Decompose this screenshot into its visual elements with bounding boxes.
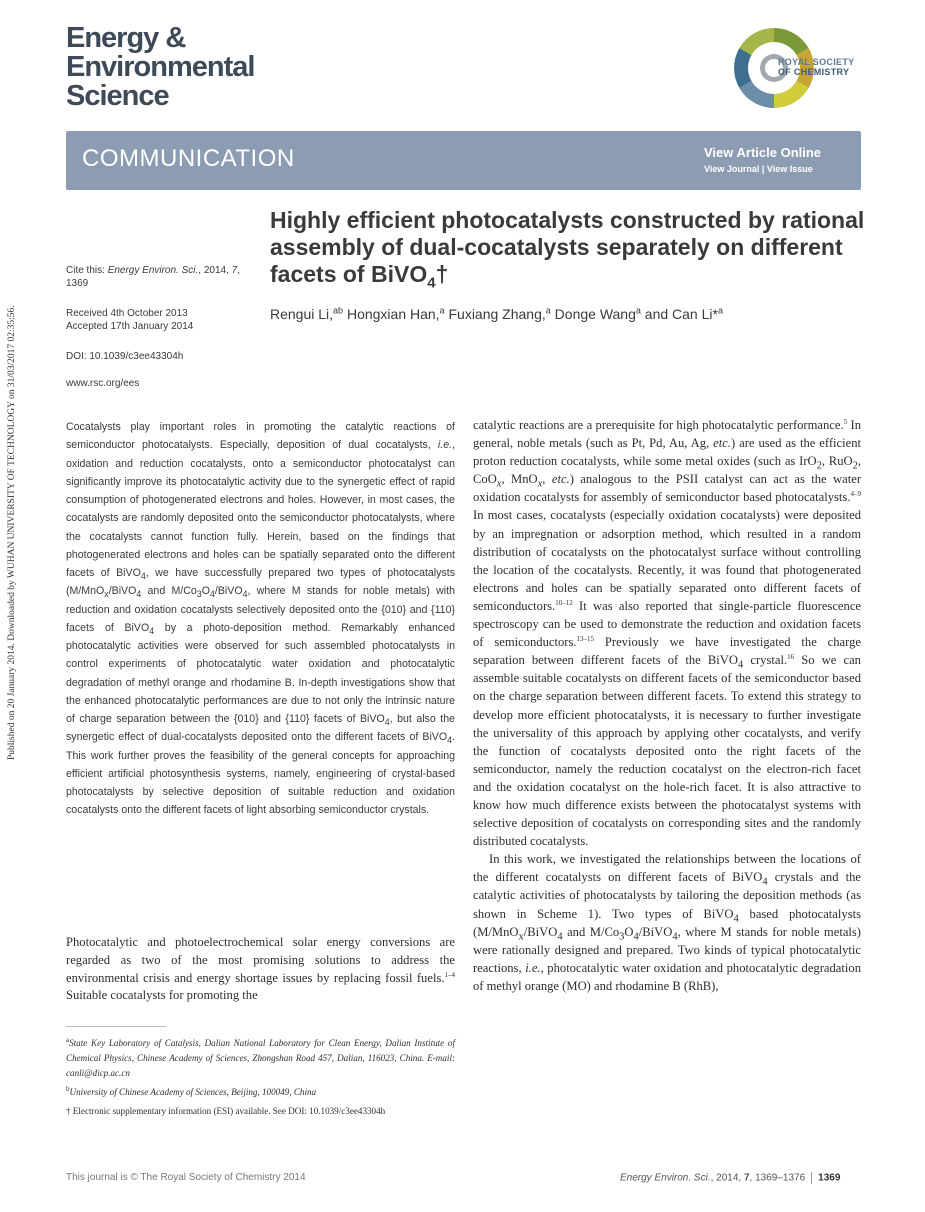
introduction-paragraph-1: Photocatalytic and photoelectrochemical solar energy conversions are regarded as two of the most promising solutions to address the environmental crisis and energy shortage issues by replacing fossil fuels.$^{1-4}$ Suitable cocatalysts for promoting the (66, 935, 455, 1003)
footer-pages: , 1369–1376 (749, 1172, 806, 1184)
article-type-label: COMMUNICATION (82, 145, 295, 172)
citation (66, 264, 256, 290)
body-paragraph-continued: catalytic reactions are a prerequisite for high photocatalytic performance.$^5$ In general, noble metals (such as Pt, Pd, Au, Ag, etc.) are used as the efficient proton reduction cocatalysts, while some metal oxides (such as IrO$_2$, RuO$_2$, CoO$_x$, MnO$_x$, etc.) analogous to the PSII catalyst can act as the water oxidation cocatalysts for assembly of semiconductor based photocatalysts.$^{4-9}$ In most cases, cocatalysts (especially oxidation cocatalysts) were deposited by an impregnation or adsorption method, which resulted in a random distribution of cocatalysts on the photocatalyst surface without controlling the location of the cocatalysts. Recently, it was found that photogenerated electrons and holes can be spatially separated onto different facets of semiconductors.$^{10-12}$ It was also reported that single-particle fluorescence spectroscopy can be used to demonstrate the reduction and oxidation facets of semiconductors.$^{13-15}$ Previously we have investigated the charge separation between different facets of the BiVO$_4$ crystal.$^{16}$ So we can assemble suitable cocatalysts on different facets of the semiconductor based on the charge separation between different facets. To extend this strategy to develop more efficient photocatalysts, it is necessary to further investigate the universality of this approach by applying other cocatalysts, and verify the function of cocatalysts deposited onto the right facets of the semiconductor, namely the reduction cocatalyst on the electron-rich facet and the oxidation cocatalyst on the hole-rich facet. It is also attractive to know how much difference exists between the photocatalyst systems with selective deposition of cocatalysts on corresponding sites and the randomly distributed cocatalysts. (473, 417, 862, 849)
article-history (66, 307, 256, 333)
publisher-name (778, 57, 854, 77)
view-links-separator: | (759, 164, 767, 174)
view-journal-link[interactable]: View Journal (704, 164, 760, 174)
cite-volume: 7 (231, 265, 238, 276)
abstract: Cocatalysts play important roles in promoting the catalytic reactions of semiconductor photocatalysts. Especially, deposition of dual cocatalysts, i.e., oxidation and reduction cocatalysts, onto a semiconductor photocatalyst can significantly improve its photocatalytic activity due to the synergetic effect of rapid consumption of photogenerated electrons and holes. However, in most cases, the cocatalysts are randomly deposited onto the semiconductor photocatalysts, where the cocatalysts cannot function fully. Herein, based on the findings that photogenerated electrons and holes can be spatially separated onto the different facets of BiVO$_4$, we have successfully prepared two types of photocatalysts (M/MnO$_x$/BiVO$_4$ and $M/Co_3O_4/BiVO_4$, where M stands for noble metals) with reduction and oxidation cocatalysts selectively deposited onto the {010} and {110} facets of BiVO$_4$ by a photo-deposition method. Remarkably enhanced photocatalytic activities were observed for such assembled photocatalysts in control experiments of photocatalytic water oxidation and photocatalytic degradation of methyl orange and rhodamine B. In-depth investigations show that the enhanced photocatalytic performances are due to not only the intrinsic nature of charge separation between the {010} and {110} facets of BiVO$_4$, but also the synergetic effect of dual-cocatalysts deposited onto the different facets of BiVO$_4$. This work further proves the feasibility of the general concepts for approaching efficient artificial photosynthesis systems, namely, engineering of crystal-based photocatalysts by selective deposition of suitable reduction and oxidation cocatalysts onto the different facets of light absorbing semiconductor crystals. (66, 421, 455, 817)
received-date: Received 4th October 2013 (66, 308, 188, 319)
cite-rest-b: , 1369 (66, 265, 240, 289)
doi-link[interactable]: DOI: 10.1039/c3ee43304h (66, 351, 184, 362)
journal-title-line3: Science (66, 80, 169, 112)
affiliation-b: $^b$University of Chinese Academy of Sciences, Beijing, 100049, China (66, 1084, 317, 1097)
footer-volume: 7 (743, 1172, 750, 1184)
accepted-date: Accepted 17th January 2014 (66, 321, 194, 332)
footer-copyright: This journal is © The Royal Society of Chemistry 2014 (66, 1172, 306, 1183)
view-issue-link[interactable]: View Issue (766, 164, 813, 174)
view-article-online-link[interactable]: View Article Online (704, 145, 822, 160)
journal-website-link[interactable]: www.rsc.org/ees (66, 378, 140, 389)
footer-separator (811, 1172, 812, 1184)
footer-citation (620, 1172, 840, 1184)
footer-journal: Energy Environ. Sci. (620, 1172, 711, 1184)
cite-label: Cite this: (66, 265, 108, 276)
journal-title-line1: Energy & (66, 22, 186, 54)
article-title (270, 207, 870, 292)
affiliation-a: $^a$State Key Laboratory of Catalysis, Dalian National Laboratory for Clean Energy, Dalian Institute of Chemical Physics, Chinese Academy of Sciences, Zhongshan Road 457, Dalian, 116023, China. E-mail: canli@dicp.ac.cn (66, 1035, 455, 1078)
footnotes (66, 1036, 455, 1123)
footer-year: , 2014, (710, 1172, 744, 1184)
journal-title (66, 24, 254, 111)
cite-journal: Energy Environ. Sci. (107, 265, 199, 276)
author-list: Rengui Li,$^{ab}$ Hongxian Han,$^a$ Fuxiang Zhang,$^a$ Donge Wang$^a$ and Can Li*$^a$ (270, 305, 723, 322)
publisher-name-line1: ROYAL SOCIETY (778, 57, 855, 67)
esi-note: † Electronic supplementary information (ESI) available. See DOI: 10.1039/c3ee43304h (66, 1106, 386, 1116)
body-right-column (473, 416, 861, 995)
page-number: 1369 (818, 1172, 841, 1184)
body-paragraph-2: In this work, we investigated the relationships between the locations of the different cocatalysts on different facets of BiVO$_4$ crystals and the catalytic activities of photocatalysts by tailoring the deposition methods (as shown in Scheme 1). Two types of BiVO$_4$ based photocatalysts (M/MnO$_x$/BiVO$_4$ and $M/Co_3O_4/BiVO_4$, where M stands for noble metals) were rationally designed and prepared. Two kinds of typical photocatalytic reactions, i.e., photocatalytic water oxidation and photocatalytic degradation of methyl orange (MO) and rhodamine B (RhB), (473, 852, 862, 993)
journal-title-line2: Environmental (66, 51, 255, 83)
view-links (704, 164, 813, 174)
publication-side-note: Published on 20 January 2014. Downloaded by WUHAN UNIVERSITY OF TECHNOLOGY on 31/03/2017 02:35:56. (7, 305, 17, 760)
footnote-divider (66, 1026, 166, 1027)
article-title-text: Highly efficient photocatalysts constructed by rational assembly of dual-cocatalysts separately on different facets of BiVO$_4$† (270, 207, 865, 292)
publisher-name-line2: OF CHEMISTRY (778, 67, 850, 77)
cite-rest-a: , 2014, (198, 265, 232, 276)
